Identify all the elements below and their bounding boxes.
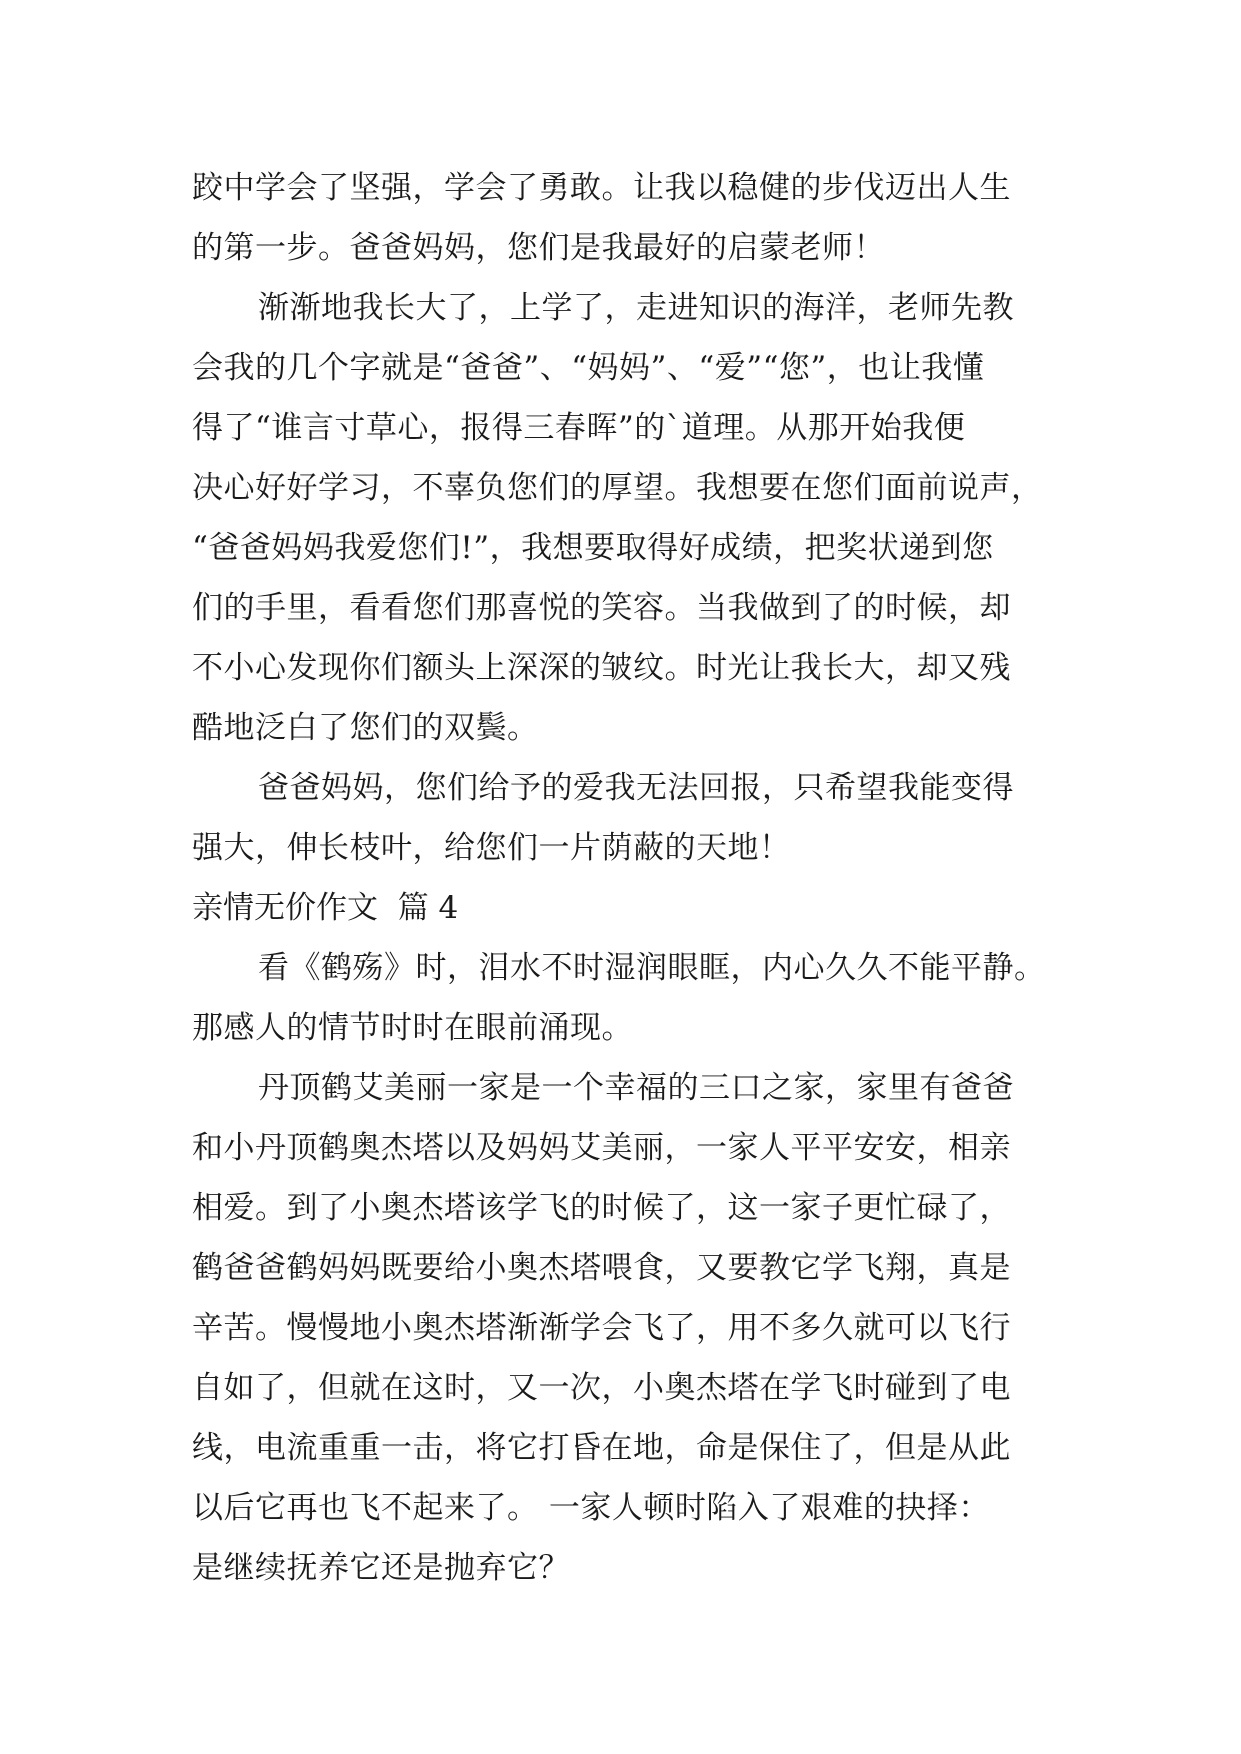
text-line: 强大，伸长枝叶，给您们一片荫蔽的天地！ [192,830,791,866]
text-line: 们的手里，看看您们那喜悦的笑容。当我做到了的时候，却 [192,590,1011,626]
paragraph [192,938,1072,1058]
text-line: 自如了，但就在这时，又一次，小奥杰塔在学飞时碰到了电 [192,1370,1011,1406]
text-line: 看《鹤殇》时，泪水不时湿润眼眶，内心久久不能平静。 [258,950,1046,986]
text-line: 的第一步。爸爸妈妈，您们是我最好的启蒙老师！ [192,230,885,266]
section-heading: 亲情无价作文 篇 4 [192,890,459,926]
text-line: 线，电流重重一击，将它打昏在地，命是保住了，但是从此 [192,1430,1011,1466]
text-line: 鹤爸爸鹤妈妈既要给小奥杰塔喂食，又要教它学飞翔，真是 [192,1250,1011,1286]
text-line: 得了“谁言寸草心，报得三春晖”的`道理。从那开始我便 [192,410,966,446]
text-line: 会我的几个字就是“爸爸”、“妈妈”、“爱”“您”，也让我懂 [192,350,985,386]
paragraph [192,278,1072,758]
text-line: 以后它再也飞不起来了。 一家人顿时陷入了艰难的抉择： [192,1490,990,1526]
text-line: 辛苦。慢慢地小奥杰塔渐渐学会飞了，用不多久就可以飞行 [192,1310,1011,1346]
text-line: 那感人的情节时时在眼前涌现。 [192,1010,633,1046]
paragraph [192,158,1072,278]
text-line: 酷地泛白了您们的双鬓。 [192,710,539,746]
text-line: 决心好好学习，不辜负您们的厚望。我想要在您们面前说声， [192,470,1043,506]
text-line: 是继续抚养它还是抛弃它？ [192,1550,570,1586]
text-line: 相爱。到了小奥杰塔该学飞的时候了，这一家子更忙碌了， [192,1190,1011,1226]
text-line: “爸爸妈妈我爱您们!”，我想要取得好成绩，把奖状递到您 [192,530,994,566]
text-line: 爸爸妈妈，您们给予的爱我无法回报，只希望我能变得 [258,770,1014,806]
text-line: 跤中学会了坚强，学会了勇敢。让我以稳健的步伐迈出人生 [192,170,1011,206]
text-line: 不小心发现你们额头上深深的皱纹。时光让我长大，却又残 [192,650,1011,686]
paragraph [192,758,1072,878]
document-body [192,158,1072,1598]
text-line: 渐渐地我长大了，上学了，走进知识的海洋，老师先教 [258,290,1014,326]
paragraph [192,1058,1072,1598]
text-line: 和小丹顶鹤奥杰塔以及妈妈艾美丽，一家人平平安安，相亲 [192,1130,1011,1166]
text-line: 丹顶鹤艾美丽一家是一个幸福的三口之家，家里有爸爸 [258,1070,1014,1106]
